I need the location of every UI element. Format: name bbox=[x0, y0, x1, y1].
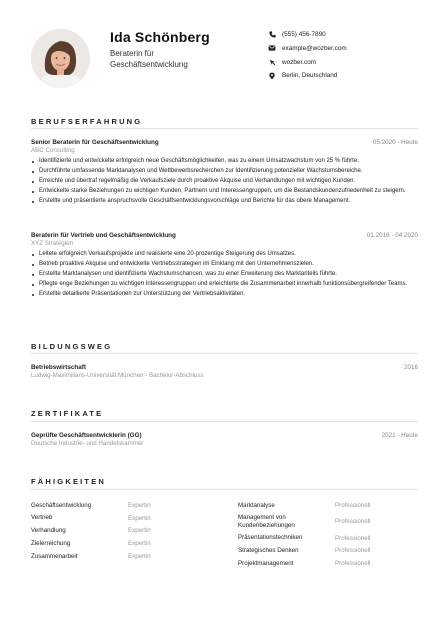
certificate-issuer: Deutsche Industrie- und Handelskammer bbox=[31, 440, 144, 447]
phone-icon bbox=[268, 31, 276, 39]
skill-level: Expertin bbox=[128, 501, 151, 509]
section-divider bbox=[31, 128, 418, 129]
skill-level: Professionell bbox=[335, 501, 371, 509]
candidate-title: Beraterin für Geschäftsentwicklung bbox=[110, 49, 188, 69]
skill-level: Professionell bbox=[335, 534, 371, 542]
skill-item bbox=[31, 525, 211, 538]
job-bullet: Leitete erfolgreich Verkaufsprojekte und realisierte eine 20-prozentige Steigerung des Umsatzes. bbox=[31, 251, 418, 259]
skill-level: Expertin bbox=[128, 553, 151, 561]
skill-item bbox=[238, 499, 418, 512]
skill-name: Präsentationstechniken bbox=[238, 534, 303, 542]
contact-website[interactable] bbox=[268, 56, 438, 69]
contact-phone-text: (555) 456-7890 bbox=[282, 31, 326, 38]
section-divider bbox=[31, 421, 418, 422]
skill-level: Professionell bbox=[335, 560, 371, 568]
job-bullet: Entwickelte starke Beziehungen zu wichtigen Kunden, Partnern und Interessengruppen, um die Bestandskundenzufriedenheit zu steigern. bbox=[31, 188, 418, 196]
skill-item bbox=[31, 512, 211, 525]
job-bullet: Identifizierte und entwickelte erfolgreich neue Geschäftsmöglichkeiten, was zu einem Umsatzwachstum von 25 % führte. bbox=[31, 158, 418, 166]
skill-level: Professionell bbox=[335, 518, 371, 526]
skill-name: Verhandlung bbox=[31, 527, 66, 535]
school-name: Ludwig-Maximilians-Universität München - Bachelor-Abschluss bbox=[31, 372, 204, 379]
skill-name: Vertrieb bbox=[31, 514, 53, 522]
skills-column-left bbox=[31, 499, 211, 570]
degree-name: Betriebswirtschaft bbox=[31, 364, 86, 371]
skill-level: Expertin bbox=[128, 540, 151, 548]
skill-item bbox=[238, 557, 418, 570]
skill-name: Marktanalyse bbox=[238, 501, 275, 509]
job-company: XYZ Strategien bbox=[31, 240, 73, 247]
skill-name: Strategisches Denken bbox=[238, 547, 299, 555]
section-title-education: BILDUNGSWEG bbox=[31, 342, 113, 351]
contact-email-text[interactable]: example@wozber.com bbox=[282, 44, 347, 52]
skill-item bbox=[31, 537, 211, 550]
job-bullet: Durchführte umfassende Marktanalysen und Wettbewerbsrecherchen zur Identifizierung potenzieller Wachstumsbereiche. bbox=[31, 168, 418, 176]
certificate-entry bbox=[31, 432, 418, 447]
skill-item bbox=[238, 545, 418, 558]
job-bullet: Erstellte Marktanalysen und identifizierte Wachstumschancen, was zu einer Erweiterung des Marktanteils führte. bbox=[31, 271, 418, 279]
candidate-name: Ida Schönberg bbox=[110, 29, 210, 45]
section-title-certificates: ZERTIFIKATE bbox=[31, 409, 104, 418]
job-bullet: Erstellte detaillierte Präsentationen zur Unterstützung der Vertriebsaktivitäten. bbox=[31, 291, 418, 299]
contact-phone bbox=[268, 28, 438, 41]
job-bullet: Erreichte und übertraf regelmäßig die Verkaufsziele durch proaktive Akquise und Verhandlungen mit wichtigen Kunden. bbox=[31, 178, 418, 186]
skill-level: Professionell bbox=[335, 547, 371, 555]
skill-item bbox=[238, 532, 418, 545]
skill-name: Projektmanagement bbox=[238, 560, 294, 568]
avatar bbox=[31, 29, 90, 88]
contact-website-text[interactable]: wozber.com bbox=[282, 58, 317, 66]
job-date: 01.2016 - 04.2020 bbox=[366, 232, 418, 239]
contact-email[interactable] bbox=[268, 42, 438, 55]
skill-name: Geschäftsentwicklung bbox=[31, 501, 92, 509]
skill-item bbox=[238, 512, 418, 532]
job-role: Beraterin für Vertrieb und Geschäftsentwicklung bbox=[31, 232, 176, 239]
skill-level: Expertin bbox=[128, 527, 151, 535]
experience-entry bbox=[31, 139, 418, 208]
section-title-skills: FÄHIGKEITEN bbox=[31, 477, 107, 486]
job-role: Senior Beraterin für Geschäftsentwicklung bbox=[31, 139, 159, 146]
job-bullets bbox=[31, 251, 418, 299]
contact-location bbox=[268, 69, 438, 82]
job-bullets bbox=[31, 158, 418, 206]
job-date: 05.2020 - Heute bbox=[372, 139, 418, 146]
location-pin-icon bbox=[268, 72, 276, 80]
mail-icon bbox=[268, 44, 276, 52]
job-bullet: Betrieb proaktive Akquise und entwickelte Vertriebsstrategien im Einklang mit den Unternehmenszielen. bbox=[31, 261, 418, 269]
certificate-name: Geprüfte Geschäftsentwicklerin (GG) bbox=[31, 432, 142, 439]
skill-name: Zusammenarbeit bbox=[31, 552, 78, 560]
section-divider bbox=[31, 353, 418, 354]
resume-header bbox=[0, 0, 448, 100]
section-divider bbox=[31, 489, 418, 490]
job-company: ABC Consulting bbox=[31, 147, 75, 154]
contact-list bbox=[268, 28, 438, 83]
contact-location-text: Berlin, Deutschland bbox=[282, 72, 338, 80]
skill-item bbox=[31, 550, 211, 563]
job-bullet: Erstellte und präsentierte anspruchsvolle Geschäftsentwicklungsvorschläge und Berichte für das obere Management. bbox=[31, 198, 418, 206]
skills-column-right bbox=[238, 499, 418, 570]
section-title-experience: BERUFSERFAHRUNG bbox=[31, 117, 143, 126]
link-icon bbox=[268, 58, 276, 66]
experience-entry bbox=[31, 232, 418, 301]
education-entry bbox=[31, 364, 418, 379]
profile-photo bbox=[31, 29, 90, 88]
skill-name: Zielerreichung bbox=[31, 540, 71, 548]
skill-name: Management von Kundenbeziehungen bbox=[238, 514, 295, 529]
skill-item bbox=[31, 499, 211, 512]
skills-grid bbox=[31, 499, 418, 570]
skill-level: Expertin bbox=[128, 514, 151, 522]
job-bullet: Pflegte enge Beziehungen zu wichtigen Interessengruppen und erleichterte die Zusammenarbeit innerhalb funktionsübergreifender Teams. bbox=[31, 281, 418, 289]
education-date: 2016 bbox=[403, 364, 418, 371]
certificate-date: 2021 - Heute bbox=[381, 432, 418, 439]
